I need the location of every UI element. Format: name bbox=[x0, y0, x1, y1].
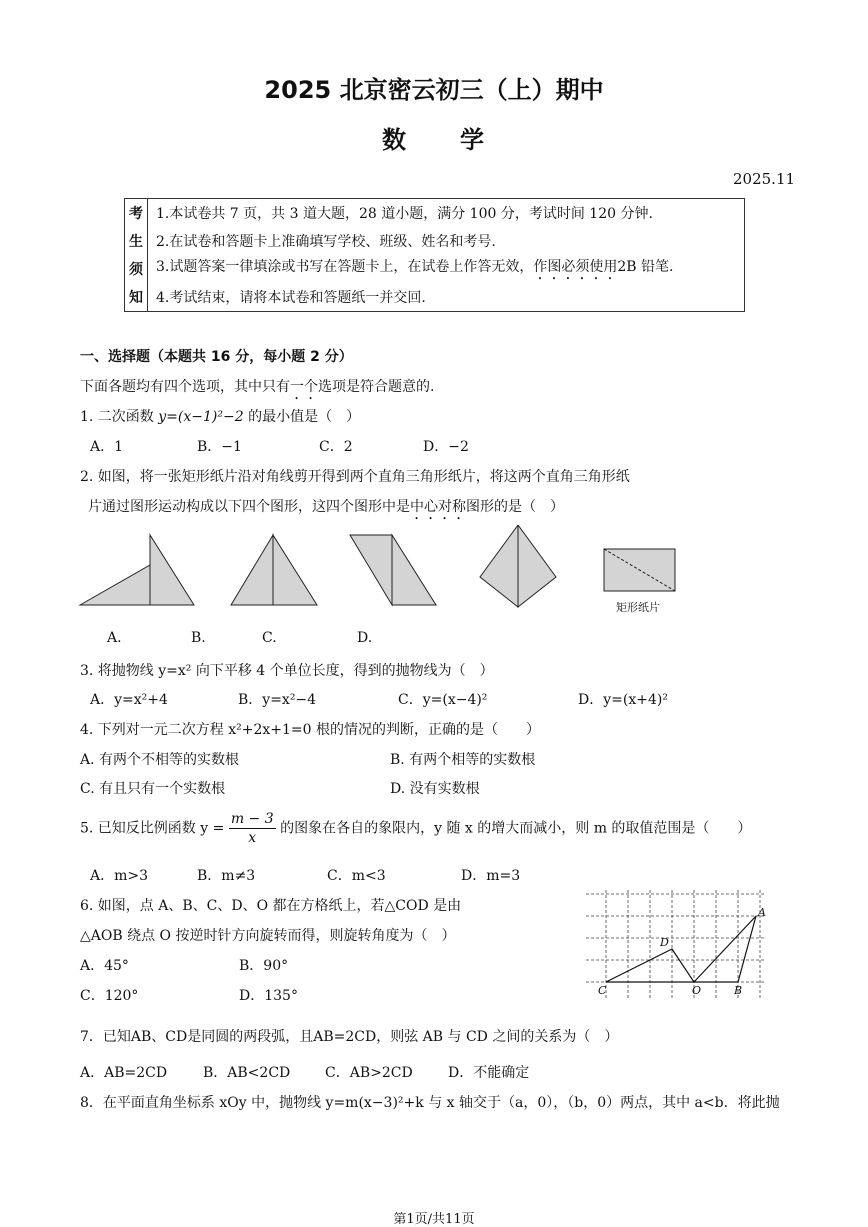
q6-stem-line1: 6. 如图，点 A、B、C、D、O 都在方格纸上，若△COD 是由 bbox=[80, 898, 462, 914]
notice-label: 生 bbox=[125, 227, 148, 255]
q4-option-d[interactable]: D. 没有实数根 bbox=[390, 781, 480, 797]
q1-option-d[interactable]: D．−2 bbox=[423, 439, 469, 455]
notice-item: 1.本试卷共 7 页，共 3 道大题，28 道小题，满分 100 分，考试时间 120 分钟. bbox=[148, 199, 745, 228]
exam-date: 2025.11 bbox=[733, 170, 796, 188]
figure-a bbox=[80, 535, 194, 605]
notice-label: 须 bbox=[125, 255, 148, 283]
point-label-a: A bbox=[758, 906, 766, 919]
q7-option-b[interactable]: B．AB<2CD bbox=[203, 1065, 291, 1081]
q2-stem-line2 bbox=[88, 496, 564, 523]
q6-option-c[interactable]: C．120° bbox=[80, 988, 139, 1004]
q8-stem: 8．在平面直角坐标系 xOy 中，抛物线 y=m(x−3)²+k 与 x 轴交于（a，0），（b，0）两点，其中 a<b．将此抛 bbox=[80, 1095, 780, 1111]
q4-stem: 4. 下列对一元二次方程 x²+2x+1=0 根的情况的判断，正确的是（ ） bbox=[80, 722, 541, 738]
q3-option-c[interactable]: C．y=(x−4)² bbox=[398, 692, 488, 708]
q5-option-c[interactable]: C．m<3 bbox=[327, 868, 386, 884]
q5-stem-post: 的图象在各自的象限内，y 随 x 的增大而减小，则 m 的取值范围是（ ） bbox=[280, 820, 752, 837]
rectangle-paper bbox=[604, 549, 675, 591]
q3-option-b[interactable]: B．y=x²−4 bbox=[238, 692, 317, 708]
notice-item: 2.在试卷和答题卡上准确填写学校、班级、姓名和考号. bbox=[148, 227, 745, 255]
q6-option-b[interactable]: B．90° bbox=[239, 958, 289, 974]
triangles bbox=[606, 916, 756, 982]
q1-stem-post: 的最小值是（ ） bbox=[243, 409, 361, 425]
q3-option-d[interactable]: D．y=(x+4)² bbox=[578, 692, 668, 708]
q4-option-a[interactable]: A. 有两个不相等的实数根 bbox=[80, 752, 240, 768]
notice-item-3 bbox=[148, 255, 745, 283]
question-5 bbox=[80, 810, 751, 847]
q4-option-b[interactable]: B. 有两个相等的实数根 bbox=[390, 752, 536, 768]
q5-option-a[interactable]: A．m>3 bbox=[90, 868, 149, 884]
page-footer: 第1页/共11页 bbox=[393, 1212, 475, 1227]
notice-item: 4.考试结束，请将本试卷和答题纸一并交回. bbox=[148, 283, 745, 312]
q1-option-c[interactable]: C．2 bbox=[319, 439, 353, 455]
point-label-c: C bbox=[598, 984, 607, 997]
q4-option-c[interactable]: C. 有且只有一个实数根 bbox=[80, 781, 226, 797]
q2-option-b[interactable]: B. bbox=[191, 630, 206, 646]
q2-text: 片通过图形运动构成以下四个图形，这四个图形中是 bbox=[88, 499, 410, 515]
q2-emphasis: 中心对称 bbox=[410, 499, 466, 515]
q2-stem-line1: 2. 如图，将一张矩形纸片沿对角线剪开得到两个直角三角形纸片，将这两个直角三角形纸 bbox=[80, 469, 630, 485]
q7-option-d[interactable]: D．不能确定 bbox=[448, 1065, 530, 1081]
notice-item-emphasis: 作图必须使用 bbox=[533, 258, 618, 275]
q2-option-a[interactable]: A. bbox=[107, 630, 122, 646]
notice-label: 考 bbox=[125, 199, 148, 228]
q2-option-d[interactable]: D. bbox=[357, 630, 373, 646]
q1-expression: y=(x−1)²−2 bbox=[158, 409, 244, 425]
page-title: 2025 北京密云初三（上）期中 bbox=[264, 76, 604, 104]
question-1 bbox=[80, 406, 360, 426]
q7-stem: 7．已知AB、CD是同圆的两段弧，且AB=2CD，则弦 AB 与 CD 之间的关系为（ ） bbox=[80, 1029, 619, 1045]
fraction-denominator: x bbox=[248, 830, 257, 846]
notice-item-text: 3.试题答案一律填涂或书写在答题卡上，在试卷上作答无效， bbox=[156, 258, 534, 275]
notice-item-tail: 2B 铅笔. bbox=[617, 258, 674, 275]
q2-text-end: 图形的是（ ） bbox=[466, 499, 564, 515]
q1-option-a[interactable]: A．1 bbox=[90, 439, 124, 455]
rectangle-paper-caption: 矩形纸片 bbox=[616, 601, 660, 614]
q6-option-d[interactable]: D．135° bbox=[239, 988, 298, 1004]
subject-title: 数 学 bbox=[382, 126, 486, 154]
q3-stem: 3. 将抛物线 y=x² 向下平移 4 个单位长度，得到的抛物线为（ ） bbox=[80, 663, 494, 679]
q7-option-c[interactable]: C．AB>2CD bbox=[325, 1065, 413, 1081]
exam-notice-table bbox=[124, 198, 745, 312]
q6-stem-line2: △AOB 绕点 O 按逆时针方向旋转而得，则旋转角度为（ ） bbox=[80, 928, 456, 944]
intro-text-end: 选项是符合题意的. bbox=[318, 379, 435, 395]
q5-option-b[interactable]: B．m≠3 bbox=[197, 868, 256, 884]
point-label-o: O bbox=[692, 984, 702, 997]
figure-c bbox=[350, 535, 436, 605]
point-label-b: B bbox=[734, 984, 743, 997]
intro-emphasis: 一个 bbox=[290, 379, 318, 395]
fraction-numerator: m − 3 bbox=[230, 811, 274, 827]
q3-option-a[interactable]: A．y=x²+4 bbox=[90, 692, 168, 708]
intro-text: 下面各题均有四个选项，其中只有 bbox=[80, 379, 290, 395]
figure-d bbox=[480, 525, 556, 607]
q2-figures bbox=[0, 525, 868, 625]
section-intro bbox=[80, 376, 434, 403]
notice-label: 知 bbox=[125, 283, 148, 312]
point-label-d: D bbox=[660, 936, 669, 949]
q6-option-a[interactable]: A．45° bbox=[80, 958, 129, 974]
q7-option-a[interactable]: A．AB=2CD bbox=[80, 1065, 168, 1081]
q5-option-d[interactable]: D．m=3 bbox=[461, 868, 521, 884]
q1-option-b[interactable]: B．−1 bbox=[197, 439, 242, 455]
q1-stem-pre: 1. 二次函数 bbox=[80, 409, 159, 425]
q5-stem-pre: 5. 已知反比例函数 y = bbox=[80, 820, 225, 837]
q5-fraction bbox=[229, 810, 276, 847]
section-heading: 一、选择题（本题共 16 分，每小题 2 分） bbox=[80, 349, 353, 365]
q2-option-c[interactable]: C. bbox=[262, 630, 277, 646]
figure-b bbox=[231, 535, 317, 605]
q6-grid-figure bbox=[586, 890, 766, 1005]
